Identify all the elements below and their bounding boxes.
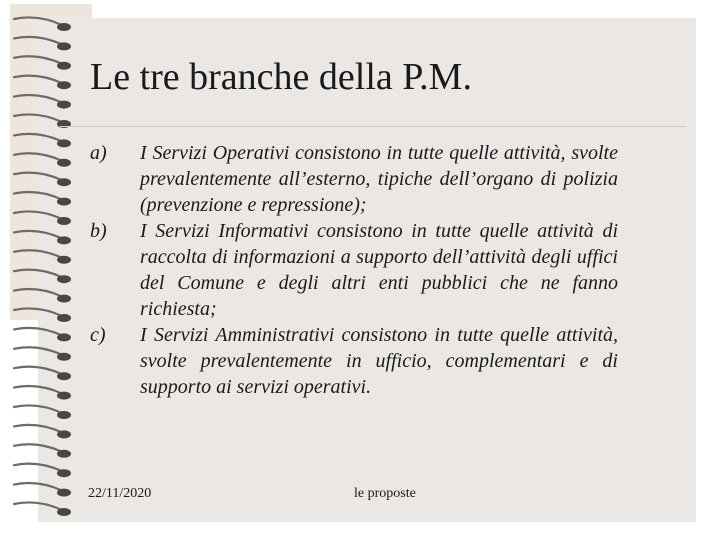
list-item bbox=[90, 140, 618, 218]
binding-ring bbox=[14, 444, 62, 452]
list-item bbox=[90, 322, 618, 400]
footer-date: 22/11/2020 bbox=[88, 486, 152, 501]
binding-hole bbox=[57, 430, 71, 438]
binding-hole bbox=[57, 372, 71, 380]
binding-ring bbox=[14, 56, 62, 64]
binding-ring bbox=[14, 367, 62, 375]
spiral-binding-icon bbox=[0, 0, 90, 540]
binding-hole bbox=[57, 411, 71, 419]
binding-ring bbox=[14, 211, 62, 219]
binding-hole bbox=[57, 23, 71, 31]
binding-hole bbox=[57, 314, 71, 322]
binding-ring bbox=[14, 483, 62, 491]
binding-hole bbox=[57, 392, 71, 400]
binding-hole bbox=[57, 42, 71, 50]
binding-ring bbox=[14, 425, 62, 433]
binding-hole bbox=[57, 353, 71, 361]
binding-ring bbox=[14, 289, 62, 297]
binding-hole bbox=[57, 275, 71, 283]
bullet-list bbox=[90, 140, 618, 400]
binding-ring bbox=[14, 386, 62, 394]
binding-hole bbox=[57, 178, 71, 186]
binding-ring bbox=[14, 134, 62, 142]
binding-hole bbox=[57, 139, 71, 147]
binding-hole bbox=[57, 236, 71, 244]
title-divider bbox=[60, 126, 686, 127]
binding-hole bbox=[57, 508, 71, 516]
binding-ring bbox=[14, 328, 62, 336]
binding-hole bbox=[57, 217, 71, 225]
list-marker: b) bbox=[90, 220, 107, 242]
binding-ring bbox=[14, 502, 62, 510]
binding-ring bbox=[14, 270, 62, 278]
binding-ring bbox=[14, 114, 62, 122]
binding-ring bbox=[14, 76, 62, 84]
binding-ring bbox=[14, 308, 62, 316]
footer-text: le proposte bbox=[354, 486, 416, 501]
binding-hole bbox=[57, 256, 71, 264]
list-item-text: I Servizi Amministrativi consistono in tutte quelle attività, svolte prevalentemente in ufficio, complementari e di supporto ai servizi operativi. bbox=[140, 324, 618, 398]
list-item-text: I Servizi Operativi consistono in tutte quelle attività, svolte prevalentemente all’esterno, tipiche dell’organo di polizia (prevenzione e repressione); bbox=[140, 142, 618, 216]
binding-ring bbox=[14, 37, 62, 45]
binding-ring bbox=[14, 95, 62, 103]
binding-ring bbox=[14, 192, 62, 200]
binding-ring bbox=[14, 17, 62, 25]
binding-hole bbox=[57, 295, 71, 303]
binding-ring bbox=[14, 464, 62, 472]
list-item bbox=[90, 218, 618, 322]
list-item-text: I Servizi Informativi consistono in tutte quelle attività di raccolta di informazioni a supporto dell’attività degli uffici del Comune e degli altri enti pubblici che ne fanno richiesta; bbox=[140, 220, 618, 320]
binding-hole bbox=[57, 62, 71, 70]
binding-ring bbox=[14, 231, 62, 239]
binding-ring bbox=[14, 347, 62, 355]
binding-hole bbox=[57, 450, 71, 458]
binding-hole bbox=[57, 469, 71, 477]
slide-title: Le tre branche della P.M. bbox=[90, 56, 472, 98]
list-marker: a) bbox=[90, 142, 107, 164]
binding-hole bbox=[57, 101, 71, 109]
binding-hole bbox=[57, 489, 71, 497]
binding-hole bbox=[57, 159, 71, 167]
binding-ring bbox=[14, 405, 62, 413]
binding-ring bbox=[14, 153, 62, 161]
binding-hole bbox=[57, 333, 71, 341]
list-marker: c) bbox=[90, 324, 106, 346]
binding-ring bbox=[14, 250, 62, 258]
binding-hole bbox=[57, 198, 71, 206]
binding-hole bbox=[57, 81, 71, 89]
binding-ring bbox=[14, 173, 62, 181]
